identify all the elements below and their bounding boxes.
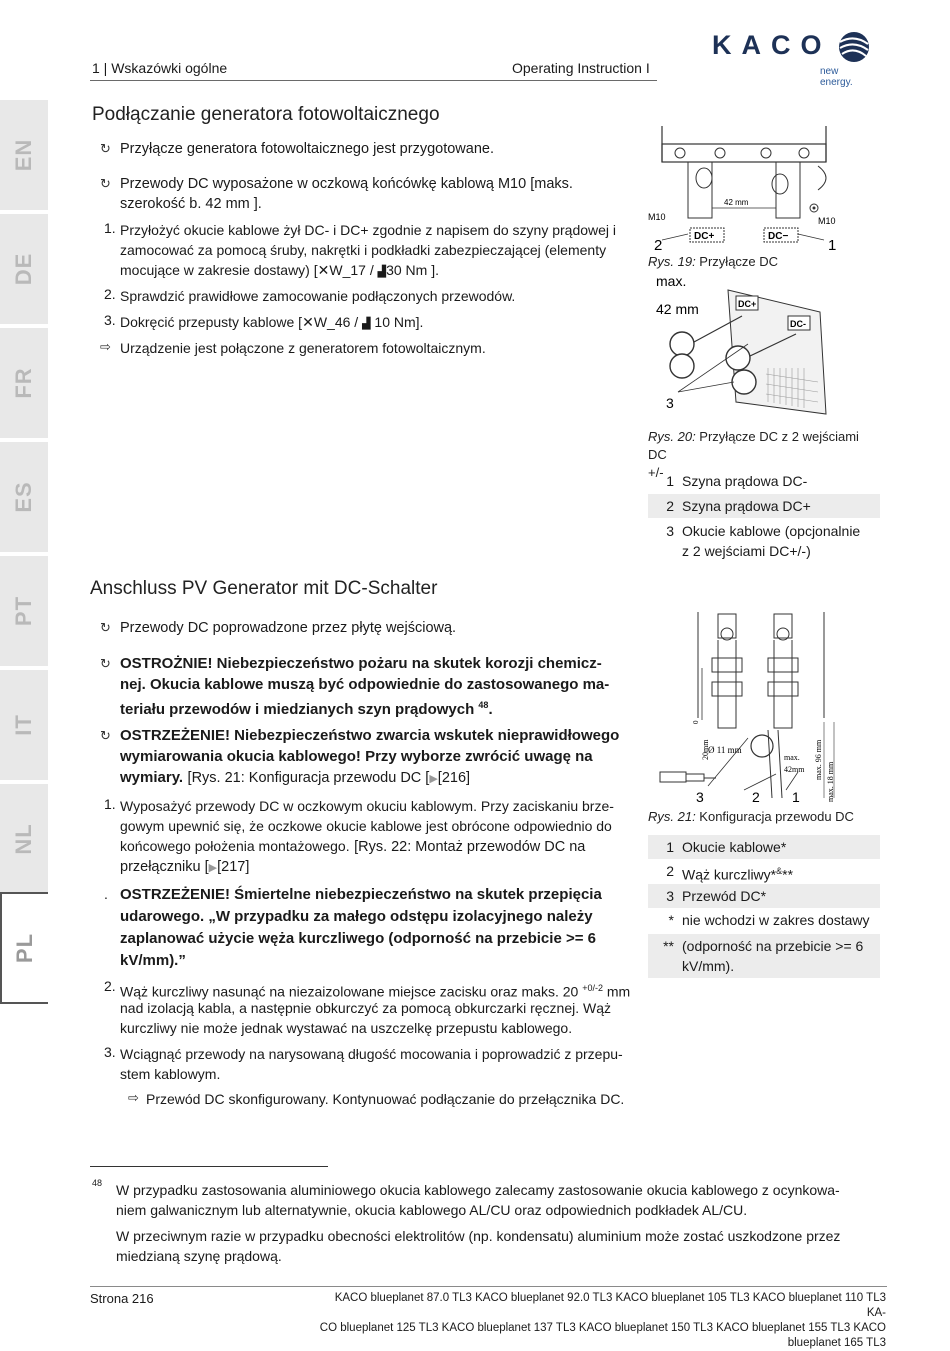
page-217-link[interactable]: [217] bbox=[217, 859, 250, 875]
legend1-row-1: 1 Szyna prądowa DC- bbox=[666, 473, 808, 489]
fig21-dim-18: max. 18 mm bbox=[826, 761, 835, 802]
s2-warning3-line3: zaplanować użycie węża kurczliwego (odporność na przebicie >= 6 bbox=[120, 930, 596, 947]
s2-warning3-line4: kV/mm).” bbox=[120, 952, 186, 969]
s1-prerequisite-2a: Przewody DC wyposażone w oczkową końcówkę kablową M10 [maks. bbox=[120, 176, 573, 192]
fig19-dcplus-label: DC+ bbox=[694, 231, 715, 242]
fig19-label-2: 2 bbox=[654, 237, 663, 254]
fig21-label-2: 2 bbox=[752, 789, 760, 805]
legend2-row-2: 2 Wąż kurczliwy*&** bbox=[666, 863, 794, 883]
fig20-max: max. bbox=[656, 273, 687, 289]
footnote-p2-line1: W przeciwnym razie w przypadku obecności elektrolitów (np. kondensatu) aluminium może zostać uszkodzone przez bbox=[116, 1228, 841, 1244]
logo-swirl-icon bbox=[836, 30, 872, 64]
footnote-number: 48 bbox=[92, 1178, 103, 1188]
tab-it[interactable]: IT bbox=[0, 670, 48, 782]
s2-step1-line1: Wyposażyć przewody DC w oczkowym okuciu kablowym. Przy zaciskaniu brze- bbox=[120, 798, 614, 814]
s2-warning3-line2: udarowego. „W przypadku za małego odstępu izolacyjnego należy bbox=[120, 908, 593, 925]
tool-icon: ✕ bbox=[317, 262, 330, 278]
prerequisite-icon: ↻ bbox=[100, 141, 111, 156]
s2-result: Przewód DC skonfigurowany. Kontynuować podłączanie do przełącznika DC. bbox=[146, 1091, 625, 1107]
s2-warning3-line1: OSTRZEŻENIE! Śmiertelne niebezpieczeństwo na skutek przepięcia bbox=[120, 886, 602, 903]
step-number: 3. bbox=[104, 1044, 116, 1060]
fig21-dim-0: 0 bbox=[692, 720, 700, 724]
page-number: Strona 216 bbox=[90, 1291, 154, 1306]
legend2-row-1: 1 Okucie kablowe* bbox=[648, 835, 880, 859]
legend1-row-2: 2 Szyna prądowa DC+ bbox=[648, 494, 880, 518]
fig20-label-3: 3 bbox=[666, 395, 674, 411]
legend2-row-3: 3 Przewód DC* bbox=[648, 884, 880, 908]
section-title-dc-switch: Anschluss PV Generator mit DC-Schalter bbox=[90, 578, 438, 599]
figure-19-dc-connection bbox=[648, 122, 880, 254]
footnote-rule bbox=[90, 1166, 328, 1167]
s2-warning-line3: wymiary. [Rys. 21: Konfiguracja przewodu DC [▶[216] bbox=[120, 769, 471, 786]
s2-step3-line1: Wciągnąć przewody na narysowaną długość mocowania i poprowadzić z przepu- bbox=[120, 1046, 623, 1062]
fig21-dim-11: Ø 11 mm bbox=[708, 745, 742, 755]
s2-warning-line2: wymiarowania okucia kablowego! Przy wyborze zwrócić uwagę na bbox=[120, 748, 593, 765]
warning-marker: . bbox=[104, 886, 108, 902]
s2-step1-line2: gowym upewnić się, że oczkowe okucie kablowe jest obrócone odpowiednio do bbox=[120, 818, 612, 834]
fig19-dim: 42 mm bbox=[724, 198, 749, 207]
warning-icon: ↻ bbox=[100, 728, 111, 743]
step-number: 1. bbox=[104, 796, 116, 812]
s2-step2-line3: kurczliwy nie może jednak wystawać na uszczelkę przepustu kablowego. bbox=[120, 1020, 573, 1036]
fig21-dim-20: 20mm bbox=[701, 739, 710, 760]
header-rule bbox=[90, 80, 657, 81]
caution-icon: ↻ bbox=[100, 656, 111, 671]
result-arrow-icon: ⇨ bbox=[128, 1090, 139, 1105]
kaco-logo bbox=[712, 30, 872, 88]
fig20-dcplus-label: DC+ bbox=[738, 299, 757, 309]
tab-pl[interactable]: PL bbox=[0, 892, 48, 1004]
s2-step3-line2: stem kablowym. bbox=[120, 1066, 221, 1082]
step-number: 3. bbox=[104, 312, 116, 328]
s1-prerequisite-2b: szerokość b. 42 mm ]. bbox=[120, 196, 262, 212]
tool-icon: ✕ bbox=[302, 314, 314, 330]
legend2-row-5: ** (odporność na przebicie >= 6 kV/mm). bbox=[648, 934, 880, 978]
header-section: 1 | Wskazówki ogólne bbox=[92, 60, 228, 76]
legend1-row-3: 3 Okucie kablowe (opcjonalnie z 2 wejściami DC+/-) bbox=[666, 523, 861, 559]
footnote-p2-line2: miedzianą szynę prądową. bbox=[116, 1248, 282, 1264]
fig21-dim-42: 42mm bbox=[784, 765, 805, 774]
torque-icon: ▟ bbox=[377, 266, 387, 278]
fig19-dcminus-label: DC− bbox=[768, 231, 789, 242]
s2-caution-line3: teriału przewodów i miedzianych szyn prądowych $^{48}$. bbox=[120, 700, 493, 718]
fig20-dcminus-label: DC- bbox=[790, 319, 806, 329]
s2-step1-line3: końcowego położenia montażowego. [Rys. 22: Montaż przewodów DC na bbox=[120, 838, 586, 855]
figure-21-dc-cable-configuration bbox=[648, 608, 880, 808]
torque-icon: ▟ bbox=[362, 318, 371, 330]
header-doc-title: Operating Instruction I bbox=[512, 60, 650, 76]
tab-nl[interactable]: NL bbox=[0, 784, 48, 896]
step-number: 2. bbox=[104, 286, 116, 302]
fig19-m10-right: M10 bbox=[818, 216, 836, 226]
legend2-row-4: * nie wchodzi w zakres dostawy bbox=[668, 912, 870, 928]
s1-step3: Dokręcić przepusty kablowe [✕W_46 / ▟ 10 Nm]. bbox=[120, 314, 424, 330]
s2-step2-line1: Wąż kurczliwy nasunąć na niezaizolowane miejsce zacisku oraz maks. 20 $^{+0/-2}$ mm bbox=[120, 983, 631, 1000]
fig19-label-1: 1 bbox=[828, 237, 837, 254]
s1-step1-line2: zamocować za pomocą śruby, nakrętki i podkładki zabezpieczającej (elementy bbox=[120, 242, 607, 258]
step-number: 2. bbox=[104, 978, 116, 994]
s1-step1-line1: Przyłożyć okucie kablowe żył DC- i DC+ zgodnie z napisem do szyny prądowej i bbox=[120, 222, 617, 238]
tab-es[interactable]: ES bbox=[0, 442, 48, 554]
s2-caution-line1: OSTROŻNIE! Niebezpieczeństwo pożaru na skutek korozji chemicz- bbox=[120, 655, 602, 672]
fig21-max: max. bbox=[784, 753, 800, 762]
s1-step2: Sprawdzić prawidłowe zamocowanie podłączonych przewodów. bbox=[120, 288, 516, 304]
section-title-pv-generator: Podłączanie generatora fotowoltaicznego bbox=[92, 104, 440, 125]
tab-en[interactable]: EN bbox=[0, 100, 48, 212]
link-arrow-icon: ▶ bbox=[429, 773, 438, 785]
s2-warning-line1: OSTRZEŻENIE! Niebezpieczeństwo zwarcia wskutek nieprawidłowego bbox=[120, 727, 620, 744]
product-list: KACO blueplanet 87.0 TL3 KACO blueplanet 92.0 TL3 KACO blueplanet 105 TL3 KACO blueplanet 110 TL3 KA- CO blueplanet 125 TL3 KACO blueplanet 137 TL3 KACO blueplanet 150 TL3 KACO blueplanet 155 TL3 KACO blueplanet 165 TL3 bbox=[319, 1292, 886, 1349]
figure-20-dc-connection-2-inputs bbox=[648, 272, 880, 420]
logo-tagline: new energy. bbox=[820, 66, 853, 88]
figure-20-caption: Rys. 20: Przyłącze DC z 2 wejściami DC +/- bbox=[648, 429, 859, 480]
figure-19-caption: Rys. 19: Przyłącze DC bbox=[648, 254, 779, 269]
figure-22-link[interactable]: [Rys. 22: Montaż przewodów DC na bbox=[354, 839, 586, 855]
fig20-dim: 42 mm bbox=[656, 301, 699, 317]
s2-caution-line2: nej. Okucia kablowe muszą być odpowiednie do zastosowanego ma- bbox=[120, 676, 610, 693]
logo-text: KACO bbox=[712, 30, 832, 60]
result-arrow-icon: ⇨ bbox=[100, 339, 111, 354]
s2-step1-line4: przełączniku [▶[217] bbox=[120, 859, 250, 875]
fig21-label-1: 1 bbox=[792, 789, 800, 805]
footnote-p1-line2: niem galwanicznym lub alternatywnie, okucia kablowego AL/CU oraz odpowiednich podkładek AL/CU. bbox=[116, 1202, 748, 1218]
figure-21-caption: Rys. 21: Konfiguracja przewodu DC bbox=[648, 809, 854, 824]
s1-step1-line3: mocujące w zakresie dostawy) [✕W_17 / ▟30 Nm ]. bbox=[120, 262, 439, 278]
prerequisite-icon: ↻ bbox=[100, 620, 111, 635]
s1-prerequisite-1: Przyłącze generatora fotowoltaicznego jest przygotowane. bbox=[120, 141, 494, 157]
tab-fr[interactable]: FR bbox=[0, 328, 48, 440]
tab-de[interactable]: DE bbox=[0, 214, 48, 326]
s2-step2-line2: nad izolacją kabla, a następnie obkurczyć za pomocą obkurczarki ręcznej. Wąż bbox=[120, 1000, 612, 1016]
fig19-m10-left: M10 bbox=[648, 212, 666, 222]
prerequisite-icon: ↻ bbox=[100, 176, 111, 191]
footnote-p1-line1: W przypadku zastosowania aluminiowego okucia kablowego zalecamy zastosowanie okucia kablowego z ocynkowa- bbox=[116, 1182, 840, 1198]
s2-prerequisite-1: Przewody DC poprowadzone przez płytę wejściową. bbox=[120, 620, 457, 636]
step-number: 1. bbox=[104, 220, 116, 236]
link-arrow-icon: ▶ bbox=[208, 862, 218, 874]
tab-pt[interactable]: PT bbox=[0, 556, 48, 668]
figure-21-link[interactable]: [Rys. 21: Konfiguracja przewodu DC [▶[216] bbox=[187, 770, 471, 786]
s1-result: Urządzenie jest połączone z generatorem fotowoltaicznym. bbox=[120, 340, 486, 356]
fig21-label-3: 3 bbox=[696, 789, 704, 805]
footer-rule bbox=[90, 1286, 887, 1287]
fig21-dim-96: max. 96 mm bbox=[814, 739, 823, 780]
